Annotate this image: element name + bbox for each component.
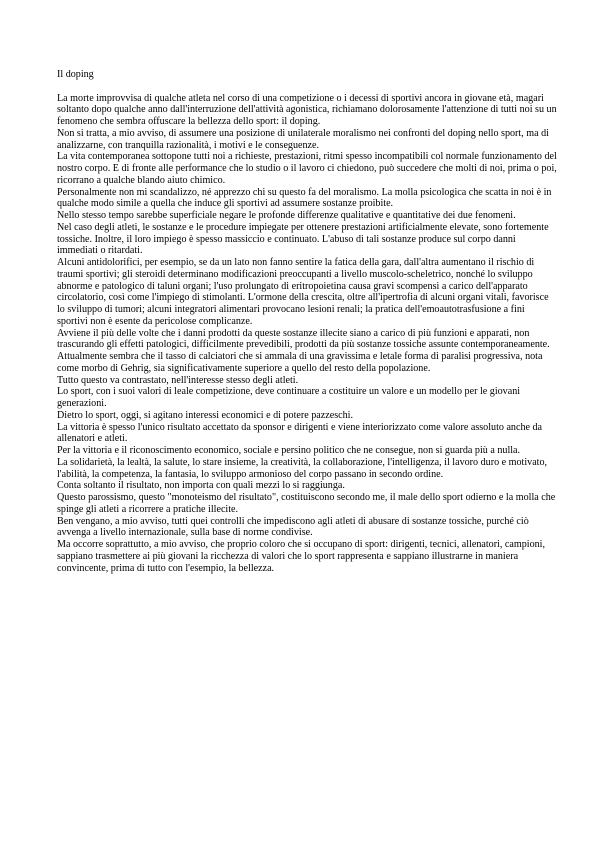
body-paragraph: Non si tratta, a mio avviso, di assumere una posizione di unilaterale moralismo nei confronti del doping nello sport, ma di analizzarne, con tranquilla razionalità, i motivi e le conseguenze.	[57, 127, 549, 151]
body-paragraph: La vita contemporanea sottopone tutti noi a richieste, prestazioni, ritmi spesso incompatibili col normale funzionamento del nostro corpo. E di fronte alle performance che lo studio o il lavoro ci chiedono, può succedere che molti di noi, prima o poi, ricorrano a qualche blando aiuto chimico.	[57, 151, 557, 186]
body-paragraph: Conta soltanto il risultato, non importa con quali mezzi lo si raggiunga.	[57, 480, 345, 492]
body-paragraph: La morte improvvisa di qualche atleta nel corso di una competizione o i decessi di sportivi ancora in giovane età, magari soltanto dopo qualche anno dall'interruzione dell'attività agonistica, richiamano dolorosamente l'attenzione di tutti noi su un fenomeno che sembra offuscare la bellezza dello sport: il doping.	[57, 92, 557, 127]
body-paragraph: Attualmente sembra che il tasso di calciatori che si ammala di una gravissima e letale forma di paralisi progressiva, nota come morbo di Gehrig, sia significativamente superiore a quello del resto della popolazione.	[57, 351, 543, 374]
title-spacer	[57, 81, 557, 93]
body-paragraph: Lo sport, con i suoi valori di leale competizione, deve continuare a costituire un valore e un modello per le giovani generazioni.	[57, 386, 521, 409]
body-paragraph: Nello stesso tempo sarebbe superficiale negare le profonde differenze qualitative e quantitative dei due fenomeni.	[57, 210, 516, 221]
document-body	[57, 93, 557, 575]
body-paragraph: Dietro lo sport, oggi, si agitano interessi economici e di potere pazzeschi.	[57, 409, 353, 421]
body-paragraph: Ben vengano, a mio avviso, tutti quei controlli che impediscono agli atleti di abusare di sostanze tossiche, purché ciò avvenga a livello internazionale, sulla base di norme condivise.	[57, 515, 529, 539]
body-paragraph: Alcuni antidolorifici, per esempio, se da un lato non fanno sentire la fatica della gara, dall'altra aumentano il rischio di traumi sportivi; gli steroidi determinano modificazioni preoccupanti a livello muscolo-scheletrico, nonché lo sviluppo abnorme e patologico di taluni organi; l'uso prolungato di eritropoietina causa gravi scompensi a carico dell'apparato circolatorio, così come l'impiego di stimolanti. L'ormone della crescita, oltre all'ipertrofia di alcuni organi vitali, favorisce lo sviluppo di tumori; alcuni integratori alimentari provocano lesioni renali; la pratica dell'emoautotrasfusione a fini sportivi non è esente da pericolose complicanze.	[57, 257, 549, 327]
body-paragraph: Questo parossismo, questo "monoteismo del risultato", costituiscono secondo me, il male dello sport odierno e la molla che spinge gli atleti a ricorrere a pratiche illecite.	[57, 492, 556, 515]
body-paragraph: Ma occorre soprattutto, a mio avviso, che proprio coloro che si occupano di sport: dirigenti, tecnici, allenatori, campioni, sappiano trasmettere ai più giovani la ricchezza di valori che lo sport rappresenta e sappiano illustrarne in maniera convincente, prima di tutto con l'esempio, la bellezza.	[57, 539, 545, 574]
document-title: Il doping	[57, 69, 94, 80]
body-paragraph: La vittoria è spesso l'unico risultato accettato da sponsor e dirigenti e viene interiorizzato come valore assoluto anche da allenatori e atleti.	[57, 421, 543, 445]
body-paragraph: Per la vittoria e il riconoscimento economico, sociale e persino politico che ne consegue, non si guarda più a nulla.	[57, 445, 521, 456]
body-paragraph: Personalmente non mi scandalizzo, né apprezzo chi su questo fa del moralismo. La molla psicologica che scatta in noi è in qualche modo simile a quella che induce gli sportivi ad assumere sostanze proibite.	[57, 186, 552, 210]
body-paragraph: Nel caso degli atleti, le sostanze e le procedure impiegate per ottenere prestazioni artificialmente elevate, sono fortemente tossiche. Inoltre, il loro impiego è spesso massiccio e continuato. L'abuso di tali sostanze produce sul corpo danni immediati o ritardati.	[57, 221, 549, 257]
body-paragraph: La solidarietà, la lealtà, la salute, lo stare insieme, la creatività, la collaborazione, l'intelligenza, il lavoro duro e motivato, l'abilità, la competenza, la fantasia, lo sviluppo armonioso del corpo passano in secondo ordine.	[57, 456, 548, 480]
body-paragraph: Tutto questo va contrastato, nell'interesse stesso degli atleti.	[57, 374, 299, 386]
body-paragraph: Avviene il più delle volte che i danni prodotti da queste sostanze illecite siano a carico di più funzioni e apparati, non trascurando gli effetti patologici, difficilmente prevedibili, prodotti da più sostanze tossiche assunte contemporaneamente.	[57, 327, 550, 351]
document-page	[57, 69, 557, 574]
